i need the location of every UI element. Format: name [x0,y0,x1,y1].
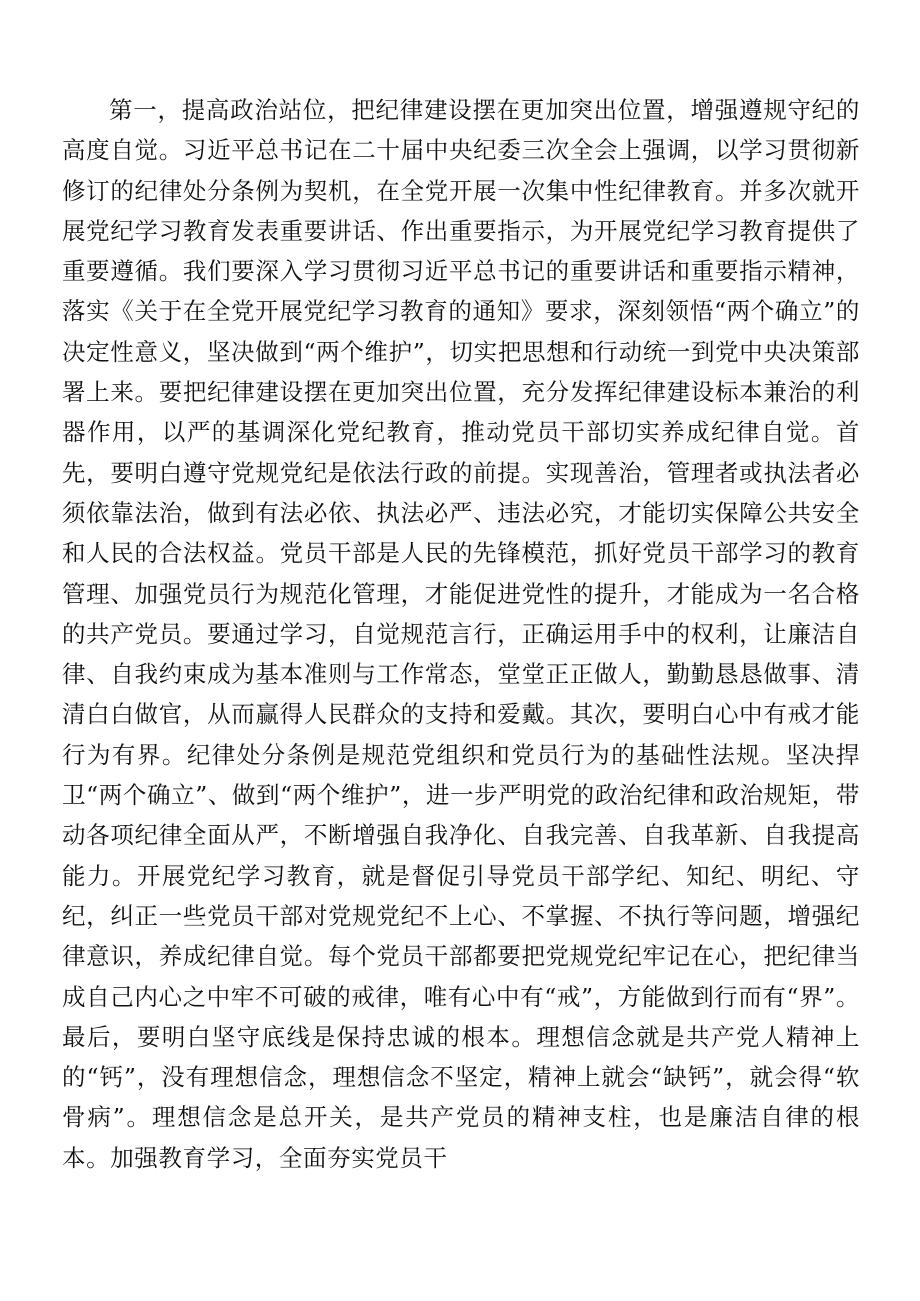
body-paragraph: 第一，提高政治站位，把纪律建设摆在更加突出位置，增强遵规守纪的高度自觉。习近平总书记在二十届中央纪委三次全会上强调，以学习贯彻新修订的纪律处分条例为契机，在全党开展一次集中性纪律教育。并多次就开展党纪学习教育发表重要讲话、作出重要指示，为开展党纪学习教育提供了重要遵循。我们要深入学习贯彻习近平总书记的重要讲话和重要指示精神，落实《关于在全党开展党纪学习教育的通知》要求，深刻领悟“两个确立”的决定性意义，坚决做到“两个维护”，切实把思想和行动统一到党中央决策部署上来。要把纪律建设摆在更加突出位置，充分发挥纪律建设标本兼治的利器作用，以严的基调深化党纪教育，推动党员干部切实养成纪律自觉。首先，要明白遵守党规党纪是依法行政的前提。实现善治，管理者或执法者必须依靠法治，做到有法必依、执法必严、违法必究，才能切实保障公共安全和人民的合法权益。党员干部是人民的先锋模范，抓好党员干部学习的教育管理、加强党员行为规范化管理，才能促进党性的提升，才能成为一名合格的共产党员。要通过学习，自觉规范言行，正确运用手中的权利，让廉洁自律、自我约束成为基本准则与工作常态，堂堂正正做人，勤勤恳恳做事、清清白白做官，从而赢得人民群众的支持和爱戴。其次，要明白心中有戒才能行为有界。纪律处分条例是规范党组织和党员行为的基础性法规。坚决捍卫“两个确立”、做到“两个维护”，进一步严明党的政治纪律和政治规矩，带动各项纪律全面从严，不断增强自我净化、自我完善、自我革新、自我提高能力。开展党纪学习教育，就是督促引导党员干部学纪、知纪、明纪、守纪，纠正一些党员干部对党规党纪不上心、不掌握、不执行等问题，增强纪律意识，养成纪律自觉。每个党员干部都要把党规党纪牢记在心，把纪律当成自己内心之中牢不可破的戒律，唯有心中有“戒”，方能做到行而有“界”。最后，要明白坚守底线是保持忠诚的根本。理想信念就是共产党人精神上的“钙”，没有理想信念，理想信念不坚定，精神上就会“缺钙”，就会得“软骨病”。理想信念是总开关，是共产党员的精神支柱，也是廉洁自律的根本。加强教育学习，全面夯实党员干 [62,96,860,1172]
